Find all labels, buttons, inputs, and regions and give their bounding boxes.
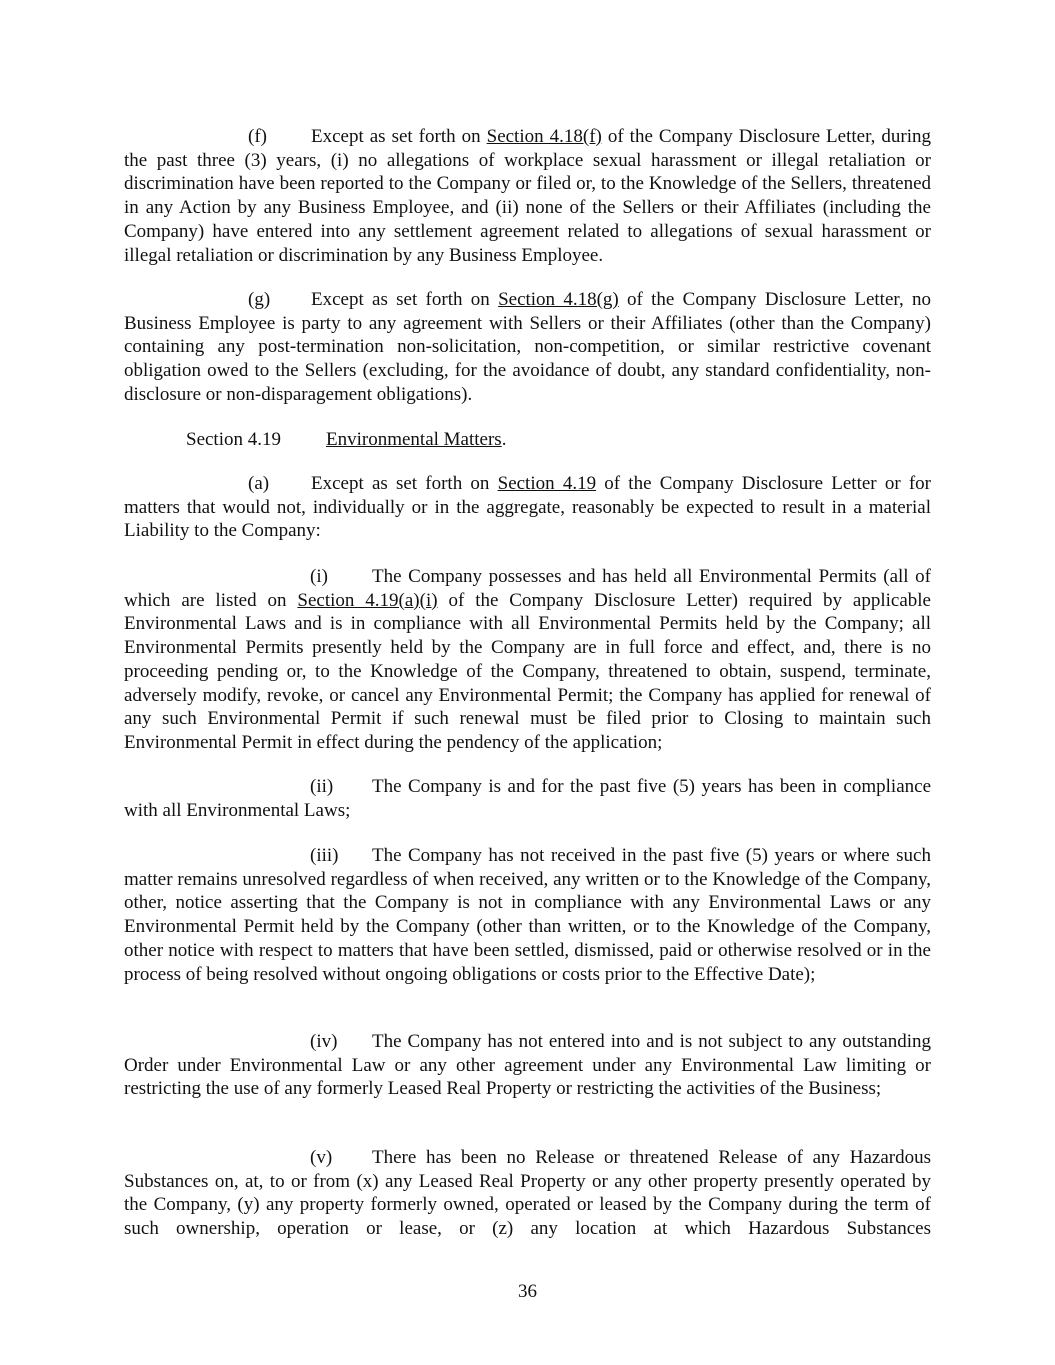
section-reference: Section 4.19: [497, 473, 597, 494]
clause-label: (a): [248, 473, 270, 494]
text: The Company is and for the past five (5) years has been in compliance with all Environmental Laws;: [124, 776, 931, 821]
clause-label: (i): [310, 566, 328, 587]
text: The Company possesses and has held all Environmental Permits (all of which are listed on: [124, 566, 931, 611]
text: Except as set forth on: [311, 473, 498, 494]
paragraph-iii: [124, 844, 931, 986]
section-reference: Section 4.18(g): [498, 289, 619, 310]
section-title: Environmental Matters: [326, 429, 502, 450]
clause-label: (iv): [310, 1031, 338, 1052]
section-reference: Section 4.18(f): [486, 126, 602, 147]
clause-label: (ii): [310, 776, 334, 797]
text: Except as set forth on: [311, 289, 499, 310]
text: The Company has not entered into and is not subject to any outstanding Order under Environmental Law or any other agreement under any Environmental Law limiting or restricting the use of any formerly Leased Real Property or restricting the activities of the Business;: [124, 1031, 931, 1100]
section-heading: [124, 428, 931, 452]
clause-label: (f): [248, 126, 267, 147]
text: of the Company Disclosure Letter) required by applicable Environmental Laws and is in compliance with all Environmental Permits held by the Company; all Environmental Permits presently held by the Company are in full force and effect, and, there is no proceeding pending or, to the Knowledge of the Company, threatened to obtain, suspend, terminate, adversely modify, revoke, or cancel any Environmental Permit; the Company has applied for renewal of any such Environmental Permit if such renewal must be filed prior to Closing to maintain such Environmental Permit in effect during the pendency of the application;: [124, 589, 931, 753]
text: of the Company Disclosure Letter, no Business Employee is party to any agreement with Sellers or their Affiliates (other than the Company) containing any post-termination non-solicitation, non-competition, or similar restrictive covenant obligation owed to the Sellers (excluding, for the avoidance of doubt, any standard confidentiality, non-disclosure or non-disparagement obligations).: [124, 289, 931, 405]
clause-label: (g): [248, 289, 271, 310]
page-number: 36: [518, 1281, 537, 1302]
paragraph-i: [124, 565, 931, 755]
text: .: [501, 429, 507, 450]
text: There has been no Release or threatened Release of any Hazardous Substances on, at, to or from (x) any Leased Real Property or any other property presently operated by the Company, (y) any property formerly owned, operated or leased by the Company during the term of such ownership, operation or lease, or (z) any location at which Hazardous Substances: [124, 1147, 931, 1240]
section-number: Section 4.19: [186, 429, 281, 450]
text: Except as set forth on: [311, 126, 487, 147]
paragraph-ii: [124, 775, 931, 822]
clause-label: (v): [310, 1147, 333, 1168]
paragraph-g: [124, 288, 931, 407]
paragraph-f: [124, 125, 931, 267]
text: The Company has not received in the past five (5) years or where such matter remains unresolved regardless of when received, any written or to the Knowledge of the Company, other, notice asserting that the Company is not in compliance with any Environmental Laws or any Environmental Permit held by the Company (other than written, or to the Knowledge of the Company, other notice with respect to matters that have been settled, dismissed, paid or otherwise resolved or in the process of being resolved without ongoing obligations or costs prior to the Effective Date);: [124, 845, 931, 985]
section-reference: Section 4.19(a)(i): [297, 589, 438, 611]
paragraph-iv: [124, 1030, 931, 1101]
paragraph-v: [124, 1146, 931, 1241]
text: of the Company Disclosure Letter, during the past three (3) years, (i) no allegations of workplace sexual harassment or illegal retaliation or discrimination have been reported to the Company or filed or, to the Knowledge of the Sellers, threatened in any Action by any Business Employee, and (ii) none of the Sellers or their Affiliates (including the Company) have entered into any settlement agreement related to allegations of sexual harassment or illegal retaliation or discrimination by any Business Employee.: [124, 126, 931, 266]
paragraph-a: [124, 472, 931, 543]
text: of the Company Disclosure Letter or for matters that would not, individually or in the aggregate, reasonably be expected to result in a material Liability to the Company:: [124, 473, 931, 542]
clause-label: (iii): [310, 845, 339, 866]
